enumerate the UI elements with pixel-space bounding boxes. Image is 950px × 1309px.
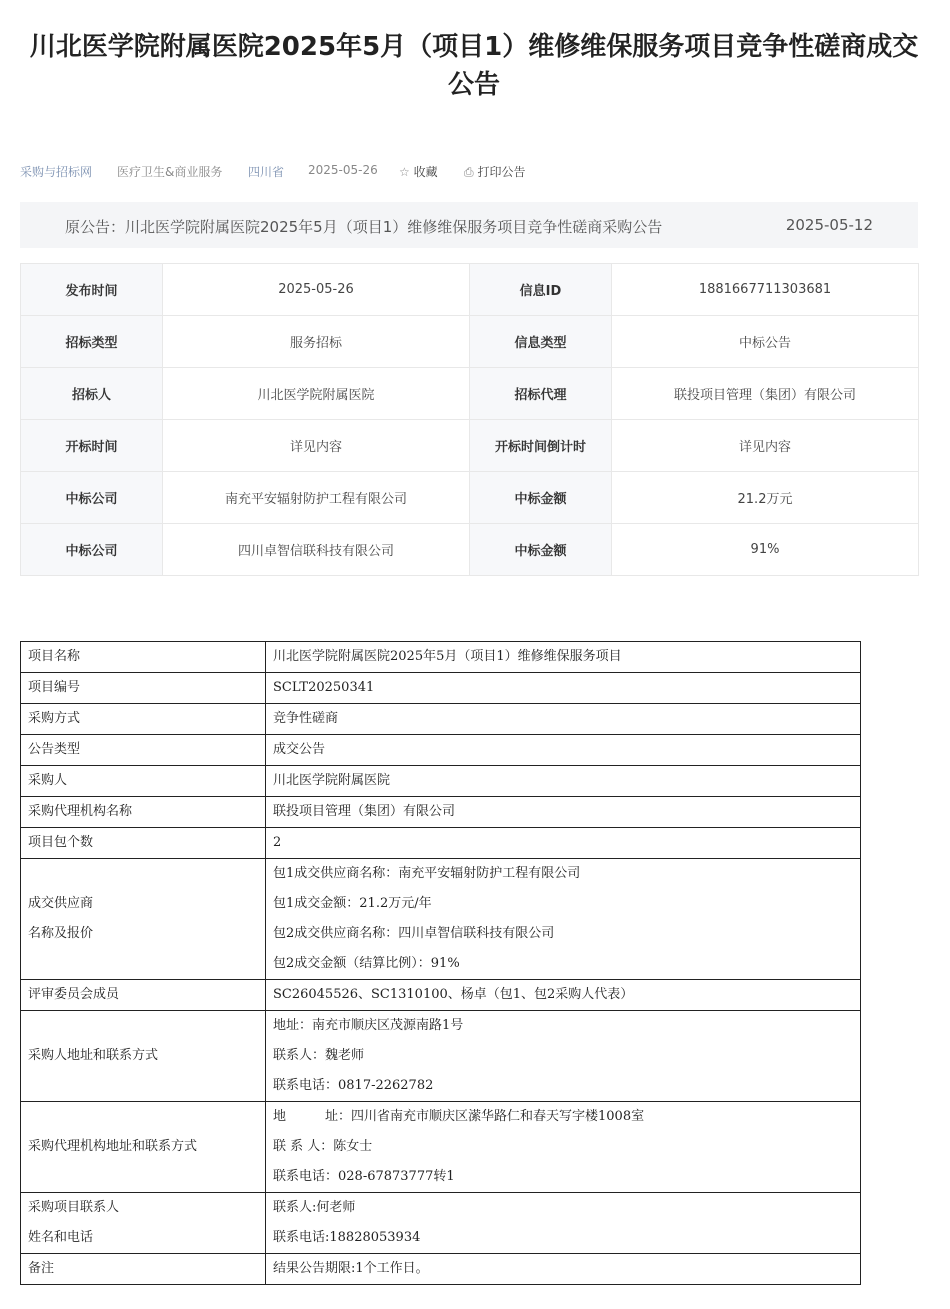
detail-row (21, 642, 861, 673)
info-key: 招标类型 (21, 316, 163, 368)
info-value: 详见内容 (612, 420, 919, 472)
detail-key (21, 673, 266, 704)
detail-row (21, 735, 861, 766)
detail-key-line: 评审委员会成员 (28, 987, 120, 1002)
info-row (21, 264, 919, 316)
detail-value-line: 包2成交供应商名称：四川卓智信联科技有限公司 (273, 926, 555, 941)
info-key: 招标代理 (470, 368, 612, 420)
info-row (21, 524, 919, 576)
info-key: 中标公司 (21, 472, 163, 524)
info-value: 联投项目管理（集团）有限公司 (612, 368, 919, 420)
info-value: 详见内容 (163, 420, 470, 472)
info-value: 21.2万元 (612, 472, 919, 524)
info-value: 1881667711303681 (612, 264, 919, 316)
detail-value (266, 642, 861, 673)
detail-value-line: 成交公告 (273, 742, 326, 757)
favorite-button[interactable]: ☆ 收藏 (399, 165, 438, 179)
info-value: 2025-05-26 (163, 264, 470, 316)
detail-key-line: 姓名和电话 (28, 1230, 94, 1245)
detail-row (21, 1254, 861, 1285)
info-key: 中标金额 (470, 524, 612, 576)
detail-key-line: 备注 (28, 1261, 55, 1276)
detail-row (21, 859, 861, 980)
detail-value-line: SC26045526、SC1310100、杨卓（包1、包2采购人代表） (273, 987, 634, 1002)
detail-key-line: 项目名称 (28, 649, 81, 664)
detail-value (266, 1254, 861, 1285)
detail-key-line: 采购方式 (28, 711, 81, 726)
page-title: 川北医学院附属医院2025年5月（项目1）维修维保服务项目竞争性磋商成交公告 (29, 32, 919, 100)
star-icon: ☆ (399, 165, 410, 179)
info-row (21, 316, 919, 368)
detail-value-line: 联投项目管理（集团）有限公司 (273, 804, 456, 819)
detail-key (21, 735, 266, 766)
detail-key-line: 项目编号 (28, 680, 81, 695)
detail-key-line: 采购人 (28, 773, 68, 788)
info-key: 开标时间倒计时 (470, 420, 612, 472)
info-value: 中标公告 (612, 316, 919, 368)
detail-value (266, 1102, 861, 1193)
detail-row (21, 673, 861, 704)
info-key: 招标人 (21, 368, 163, 420)
detail-key-line: 采购项目联系人 (28, 1200, 120, 1215)
detail-value (266, 828, 861, 859)
detail-value-line: 联系人:何老师 (273, 1200, 356, 1215)
info-key: 中标公司 (21, 524, 163, 576)
info-key: 发布时间 (21, 264, 163, 316)
detail-row (21, 1011, 861, 1102)
detail-value-line: 包1成交供应商名称：南充平安辐射防护工程有限公司 (273, 866, 581, 881)
info-value: 91% (612, 524, 919, 576)
detail-key-line: 名称及报价 (28, 926, 94, 941)
detail-key-line: 采购代理机构名称 (28, 804, 133, 819)
detail-key-line: 项目包个数 (28, 835, 94, 850)
region-tag[interactable]: 四川省 (248, 165, 285, 179)
detail-row (21, 766, 861, 797)
detail-value (266, 1193, 861, 1254)
info-key: 开标时间 (21, 420, 163, 472)
detail-key (21, 704, 266, 735)
detail-key (21, 1254, 266, 1285)
print-button[interactable]: ⎙ 打印公告 (464, 165, 526, 179)
detail-row (21, 1102, 861, 1193)
info-key: 信息ID (470, 264, 612, 316)
detail-value (266, 673, 861, 704)
original-announcement-date: 2025-05-12 (785, 216, 873, 234)
detail-key-line: 采购人地址和联系方式 (28, 1048, 159, 1063)
detail-table (20, 641, 861, 1285)
info-value: 川北医学院附属医院 (163, 368, 470, 420)
info-key: 信息类型 (470, 316, 612, 368)
detail-value (266, 797, 861, 828)
detail-value (266, 766, 861, 797)
detail-key-line: 采购代理机构地址和联系方式 (28, 1139, 198, 1154)
detail-value-line: SCLT20250341 (273, 680, 375, 695)
info-key: 中标金额 (470, 472, 612, 524)
detail-value-line: 包1成交金额：21.2万元/年 (273, 896, 432, 911)
source-link[interactable]: 采购与招标网 (20, 165, 93, 179)
detail-value (266, 1011, 861, 1102)
detail-row (21, 1193, 861, 1254)
detail-key (21, 642, 266, 673)
printer-icon: ⎙ (464, 165, 474, 179)
detail-key (21, 828, 266, 859)
detail-value-line: 结果公告期限:1个工作日。 (273, 1261, 429, 1276)
detail-row (21, 797, 861, 828)
info-value: 四川卓智信联科技有限公司 (163, 524, 470, 576)
detail-value-line: 地址：南充市顺庆区茂源南路1号 (273, 1018, 464, 1033)
original-announcement-title[interactable]: 原公告：川北医学院附属医院2025年5月（项目1）维修维保服务项目竞争性磋商采购公告 (65, 218, 663, 236)
info-table (20, 263, 919, 576)
detail-key (21, 1011, 266, 1102)
detail-value-line: 川北医学院附属医院 (273, 773, 391, 788)
detail-value (266, 735, 861, 766)
info-row (21, 472, 919, 524)
detail-row (21, 980, 861, 1011)
detail-value-line: 川北医学院附属医院2025年5月（项目1）维修维保服务项目 (273, 649, 622, 664)
detail-key (21, 859, 266, 980)
detail-value-line: 联系电话：0817-2262782 (273, 1078, 434, 1093)
detail-key-line: 成交供应商 (28, 896, 94, 911)
category-tag[interactable]: 医疗卫生&商业服务 (117, 165, 223, 179)
detail-row (21, 828, 861, 859)
info-value: 服务招标 (163, 316, 470, 368)
detail-key (21, 797, 266, 828)
detail-value-line: 2 (273, 835, 282, 850)
detail-value-line: 竞争性磋商 (273, 711, 339, 726)
original-announcement[interactable] (20, 202, 918, 248)
info-row (21, 420, 919, 472)
info-row (21, 368, 919, 420)
detail-key-line: 公告类型 (28, 742, 81, 757)
detail-key (21, 766, 266, 797)
detail-value-line: 联系电话:18828053934 (273, 1230, 421, 1245)
detail-value (266, 980, 861, 1011)
detail-key (21, 1102, 266, 1193)
detail-key (21, 1193, 266, 1254)
detail-value (266, 704, 861, 735)
detail-value-line: 联系人：魏老师 (273, 1048, 365, 1063)
detail-value-line: 地 址：四川省南充市顺庆区潆华路仁和春天写字楼1008室 (273, 1109, 645, 1124)
detail-value-line: 包2成交金额（结算比例）：91% (273, 956, 460, 971)
detail-key (21, 980, 266, 1011)
detail-value-line: 联系电话：028-67873777转1 (273, 1169, 455, 1184)
publish-date: 2025-05-26 (308, 163, 378, 177)
detail-value-line: 联 系 人：陈女士 (273, 1139, 373, 1154)
detail-row (21, 704, 861, 735)
detail-value (266, 859, 861, 980)
info-value: 南充平安辐射防护工程有限公司 (163, 472, 470, 524)
